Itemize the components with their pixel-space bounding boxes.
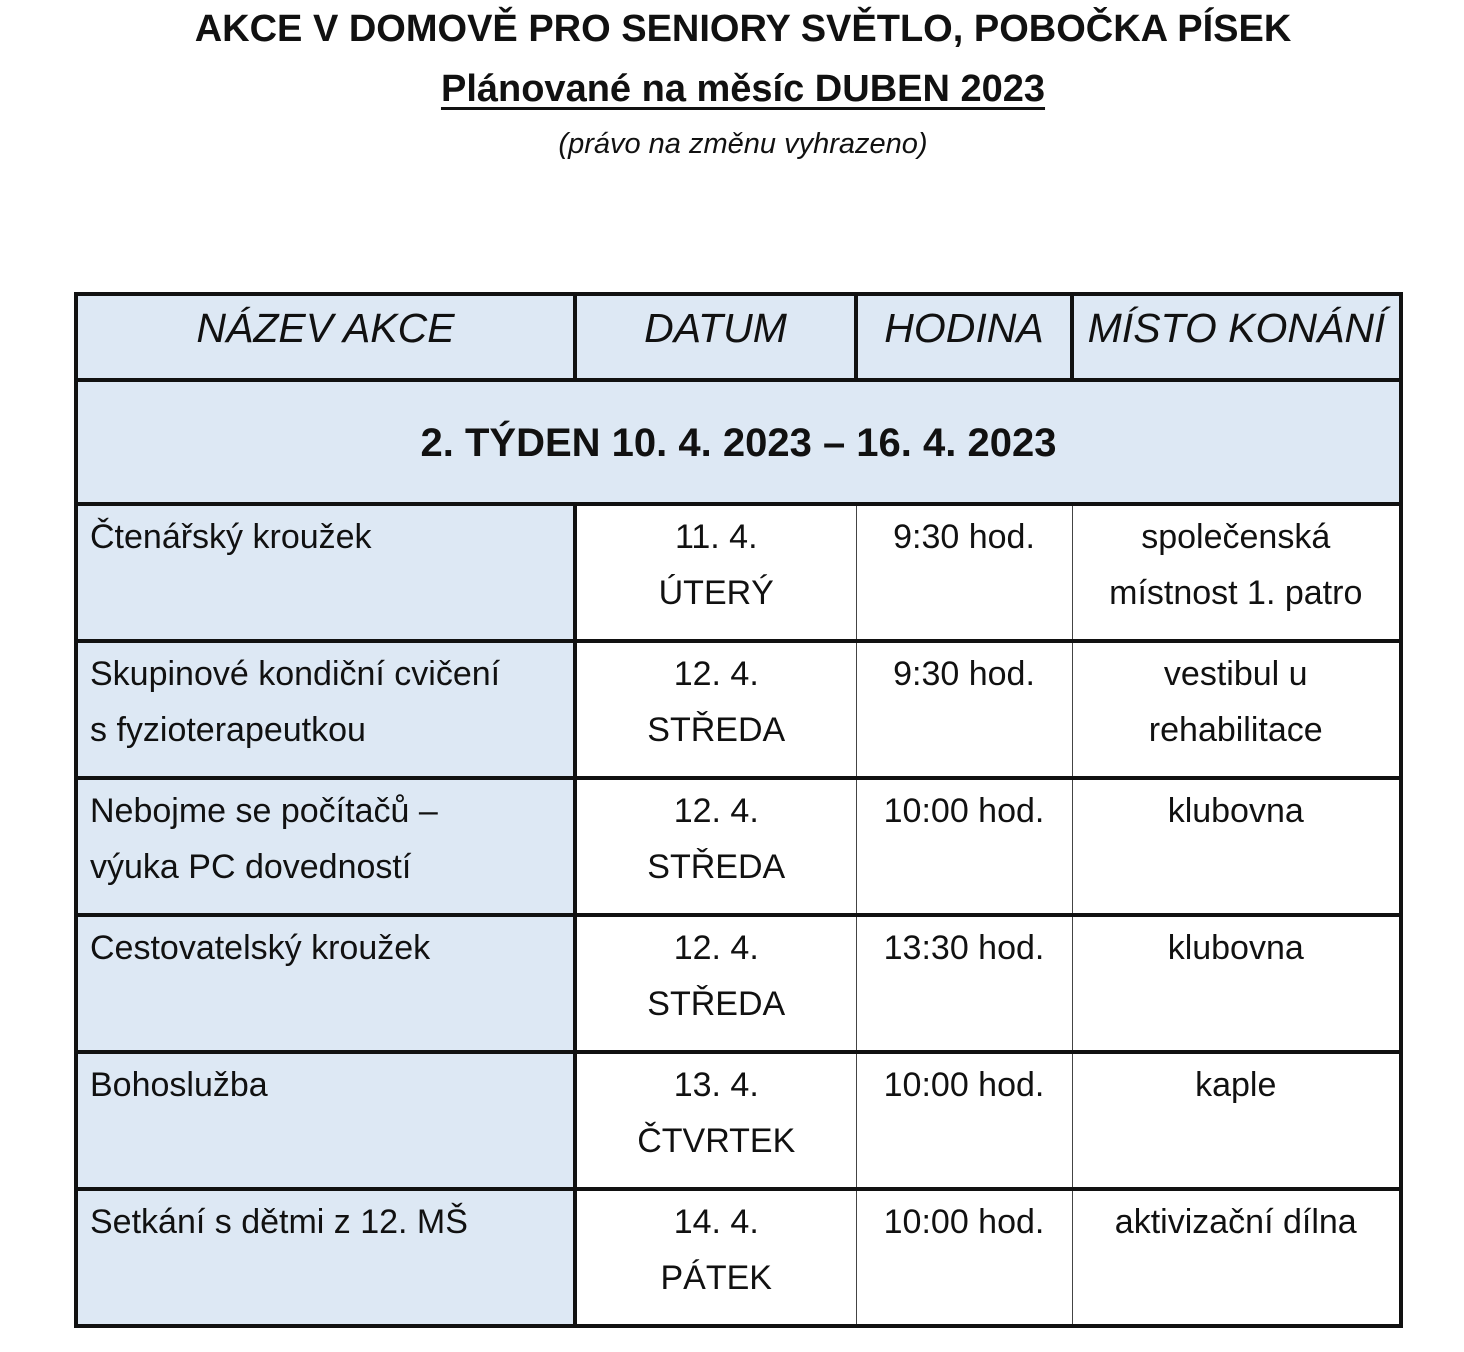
event-place (1072, 504, 1401, 641)
event-place-line: aktivizační dílna (1114, 1203, 1357, 1241)
table-row (76, 778, 1401, 915)
page-subtitle-text: Plánované na měsíc DUBEN 2023 (440, 68, 1046, 110)
event-time: 10:00 hod. (856, 778, 1072, 915)
table-header-row (76, 294, 1401, 380)
event-date-day: 11. 4. (674, 518, 758, 556)
table-row (76, 641, 1401, 778)
event-name-line: Cestovatelský kroužek (90, 929, 431, 967)
event-place-line: kaple (1195, 1066, 1277, 1104)
event-place (1072, 1189, 1401, 1326)
event-name (76, 1189, 575, 1326)
event-place (1072, 915, 1401, 1052)
event-date (575, 1052, 856, 1189)
event-time: 10:00 hod. (856, 1052, 1072, 1189)
event-place-line: klubovna (1167, 792, 1304, 830)
event-time: 9:30 hod. (856, 504, 1072, 641)
event-date-weekday: STŘEDA (647, 711, 786, 749)
event-place (1072, 1052, 1401, 1189)
column-header-date: DATUM (575, 294, 856, 380)
event-name-line: Setkání s dětmi z 12. MŠ (90, 1203, 468, 1241)
event-date (575, 778, 856, 915)
event-place-line: místnost 1. patro (1109, 574, 1363, 612)
event-date-day: 12. 4. (673, 792, 759, 830)
event-name (76, 504, 575, 641)
event-time: 10:00 hod. (856, 1189, 1072, 1326)
column-header-place: MÍSTO KONÁNÍ (1072, 294, 1401, 380)
change-notice: (právo na změnu vyhrazeno) (558, 128, 928, 160)
table-row (76, 915, 1401, 1052)
event-name-line: Čtenářský kroužek (90, 518, 372, 556)
event-date-day: 12. 4. (673, 929, 759, 967)
event-name (76, 641, 575, 778)
event-date-weekday: ÚTERÝ (658, 574, 774, 612)
event-date-day: 13. 4. (673, 1066, 759, 1104)
event-place-line: vestibul u (1163, 655, 1308, 693)
event-name-line: s fyzioterapeutkou (90, 711, 366, 749)
page-subtitle (0, 68, 1464, 111)
event-date-weekday: STŘEDA (647, 985, 786, 1023)
table-row (76, 504, 1401, 641)
event-date-weekday: ČTVRTEK (637, 1122, 796, 1160)
event-date-day: 14. 4. (673, 1203, 759, 1241)
event-time: 9:30 hod. (856, 641, 1072, 778)
event-date-weekday: PÁTEK (660, 1259, 772, 1297)
table-row (76, 1189, 1401, 1326)
event-date (575, 641, 856, 778)
event-name-line: Bohoslužba (90, 1066, 268, 1104)
event-place (1072, 778, 1401, 915)
column-header-name: NÁZEV AKCE (76, 294, 575, 380)
event-date-day: 12. 4. (673, 655, 759, 693)
event-name (76, 915, 575, 1052)
event-date (575, 504, 856, 641)
event-name (76, 778, 575, 915)
event-name-line: Skupinové kondiční cvičení (90, 655, 501, 693)
table-row (76, 1052, 1401, 1189)
event-place-line: klubovna (1167, 929, 1304, 967)
event-place-line: společenská (1141, 518, 1331, 556)
event-date (575, 1189, 856, 1326)
week-row (76, 380, 1401, 504)
event-date (575, 915, 856, 1052)
week-label: 2. TÝDEN 10. 4. 2023 – 16. 4. 2023 (76, 380, 1401, 504)
event-time: 13:30 hod. (856, 915, 1072, 1052)
event-place (1072, 641, 1401, 778)
event-date-weekday: STŘEDA (647, 848, 786, 886)
event-name-line: výuka PC dovedností (90, 848, 412, 886)
event-place-line: rehabilitace (1148, 711, 1323, 749)
event-name-line: Nebojme se počítačů – (90, 792, 438, 830)
page-title: AKCE V DOMOVĚ PRO SENIORY SVĚTLO, POBOČKA PÍSEK (194, 8, 1292, 50)
column-header-time: HODINA (856, 294, 1072, 380)
event-name (76, 1052, 575, 1189)
events-table (74, 292, 1403, 1328)
